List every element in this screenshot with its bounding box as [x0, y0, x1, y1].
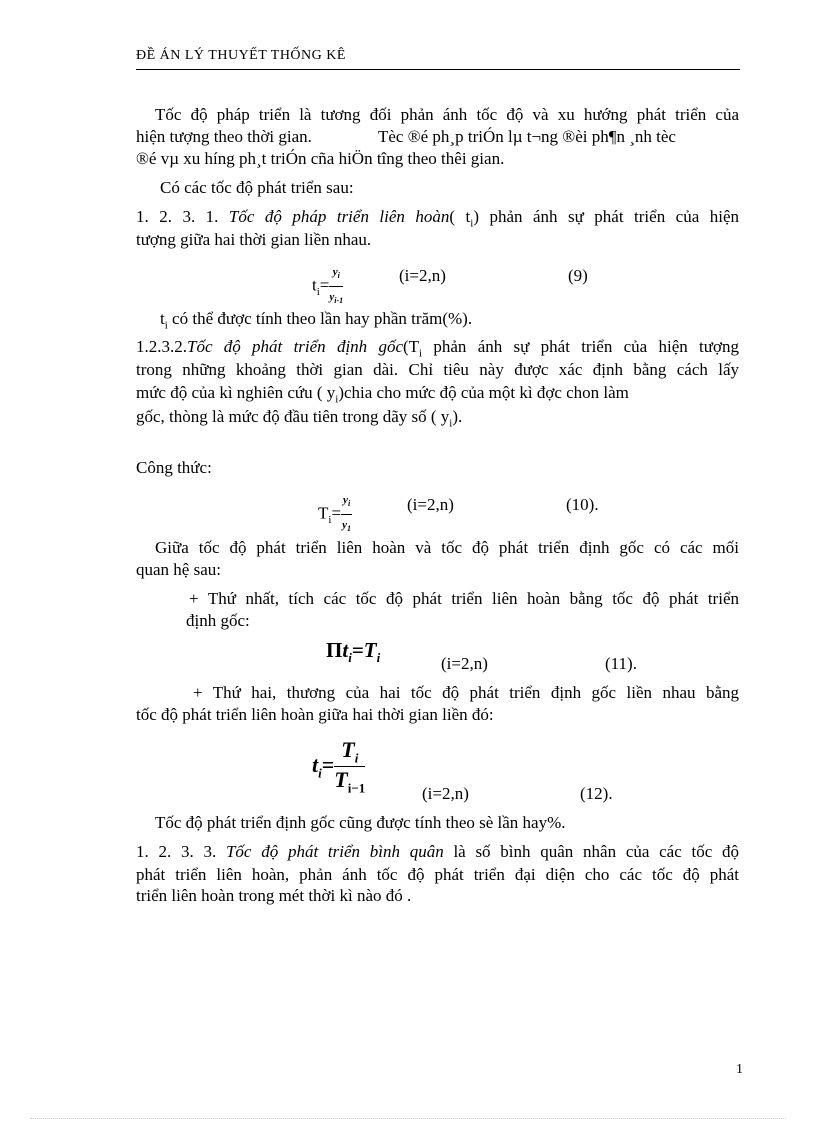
p4-line2: định gốc:	[186, 611, 250, 630]
f9-den-sub: i-1	[334, 296, 344, 306]
s2-l4sub: i	[449, 417, 453, 430]
f12-label: (12).	[580, 784, 613, 803]
formula-11	[326, 640, 380, 668]
f11-t-sub: i	[348, 650, 352, 666]
s2-l4a: gốc, thòng là mức độ đầu tiên trong dãy số	[136, 407, 427, 426]
p1-line1: Tốc độ pháp triển là tương đối phản ánh tốc độ và xu hướng phát triển của	[155, 105, 739, 124]
f12-den: T	[334, 767, 348, 793]
note-9	[160, 309, 472, 335]
s3-line2: phát triển liên hoàn, phản ánh tốc độ phát triển đại diện cho các tốc độ phát	[136, 865, 739, 884]
s3-title: Tốc độ phát triển bình quân	[225, 842, 444, 861]
page-number: 1	[736, 1062, 743, 1077]
f12-fraction	[334, 737, 365, 797]
s3-number: 1. 2. 3. 3.	[136, 842, 217, 861]
f11-T: T	[363, 638, 377, 662]
f12-lhs: t	[312, 752, 319, 778]
formula-label: Công thức:	[136, 458, 212, 477]
s2-number: 1.2.3.2.	[136, 337, 187, 356]
p4-line1: + Thứ nhất, tích các tốc độ phát triển liên hoàn bằng tốc độ phát triển	[189, 589, 739, 608]
s2-line3	[136, 383, 629, 409]
s2-title: Tốc độ phát triển định gốc	[187, 337, 403, 356]
s2-line4	[136, 407, 462, 433]
s1-line2: tượng giữa hai thời gian liền nhau.	[136, 230, 372, 249]
f9-num-sub: i	[337, 271, 340, 281]
f9-lhs-sub: i	[316, 285, 320, 298]
s2-sub: i	[419, 347, 423, 360]
f11-pi: Π	[326, 638, 343, 662]
p1-line3: ®é vµ xu híng ph¸t triÓn cña hiÖn tîng theo thêi gian.	[136, 149, 505, 168]
note9-var: t	[160, 309, 165, 328]
f12-num: T	[341, 737, 355, 762]
p1-line2a: hiện tượng theo thời gian.	[136, 127, 312, 146]
p3-line1: Giữa tốc độ phát triển liên hoàn và tốc độ phát triển định gốc có các mối	[155, 538, 739, 557]
formula-10	[318, 490, 352, 539]
f11-condition: (i=2,n)	[441, 654, 488, 673]
f10-condition: (i=2,n)	[407, 495, 454, 514]
f9-label: (9)	[568, 266, 588, 285]
f10-num-sub: i	[347, 499, 351, 509]
f9-num: y	[332, 266, 338, 278]
header-rule	[136, 69, 740, 70]
s1-paren: ( t	[449, 207, 471, 226]
p1-line2b: Tèc ®é ph¸p triÓn lµ t¬ng ®èi ph¶n ¸nh tèc	[378, 127, 676, 146]
note9-sub: i	[164, 319, 168, 332]
f9-eq: =	[319, 275, 330, 295]
f10-label: (10).	[566, 495, 599, 514]
f9-condition: (i=2,n)	[399, 266, 446, 285]
f11-label: (11).	[605, 654, 637, 673]
s2-l3b: ( y	[316, 383, 336, 402]
f9-lhs: t	[312, 275, 317, 295]
s2-tail: phản ánh sự phát triển của hiện tượng	[422, 337, 739, 356]
f10-den-sub: 1	[347, 524, 352, 534]
s1-title: Tốc độ pháp triển liên hoàn	[228, 207, 450, 226]
s2-paren: (T	[403, 337, 420, 356]
s2-l4c: ).	[452, 407, 463, 426]
s2-l3sub: i	[335, 393, 339, 406]
p3-line2: quan hệ sau:	[136, 560, 221, 579]
p6-line: Tốc độ phát triển định gốc cũng được tính theo sè lần hay%.	[155, 813, 566, 832]
f9-den: y	[329, 291, 335, 304]
f10-den: y	[342, 519, 348, 532]
page-bottom-border	[30, 1118, 786, 1119]
s2-line2: trong những khoảng thời gian dài. Chỉ tiêu này được xác định bằng cách lấy	[136, 360, 739, 379]
f11-eq: =	[351, 638, 364, 662]
f12-den-sub: i−1	[347, 780, 366, 796]
formula-12	[312, 737, 365, 797]
f10-eq: =	[331, 503, 342, 523]
p5-line2: tốc độ phát triển liên hoàn giữa hai thời gian liền đó:	[136, 705, 494, 724]
f11-t: t	[342, 638, 349, 662]
s3-line3: triển liên hoàn trong mét thời kì nào đó .	[136, 886, 412, 905]
f10-num: y	[343, 494, 348, 506]
s1-number: 1. 2. 3. 1.	[136, 207, 219, 226]
page-header: ĐỀ ÁN LÝ THUYẾT THỐNG KÊ	[136, 48, 346, 63]
p5-line1: + Thứ hai, thương của hai tốc độ phát triển định gốc liền nhau bằng	[193, 683, 739, 702]
note9-text: có thể được tính theo lần hay phần trăm(%).	[167, 309, 473, 328]
f9-fraction	[329, 262, 343, 311]
s2-l3a: mức độ của kì nghiên cứu	[136, 383, 313, 402]
s1-tail: ) phản ánh sự phát triển của hiện	[473, 207, 740, 226]
s2-l3c: )chia cho mức độ của một kì đợc chon làm	[338, 383, 629, 402]
f10-fraction	[341, 490, 352, 539]
f12-num-sub: i	[354, 750, 359, 766]
f10-lhs: T	[318, 503, 329, 523]
f12-condition: (i=2,n)	[422, 784, 469, 803]
f12-lhs-sub: i	[318, 765, 322, 781]
s3-line1	[136, 841, 739, 863]
formula-9	[312, 262, 343, 311]
s3-tail: là số bình quân nhân của các tốc độ	[443, 842, 740, 861]
f12-eq: =	[321, 752, 335, 778]
intro-text: Có các tốc độ phát triển sau:	[160, 178, 354, 197]
f10-lhs-sub: i	[328, 513, 332, 526]
f11-T-sub: i	[376, 650, 381, 666]
s2-l4b: ( y	[430, 407, 450, 426]
s1-sub: i	[470, 217, 474, 230]
